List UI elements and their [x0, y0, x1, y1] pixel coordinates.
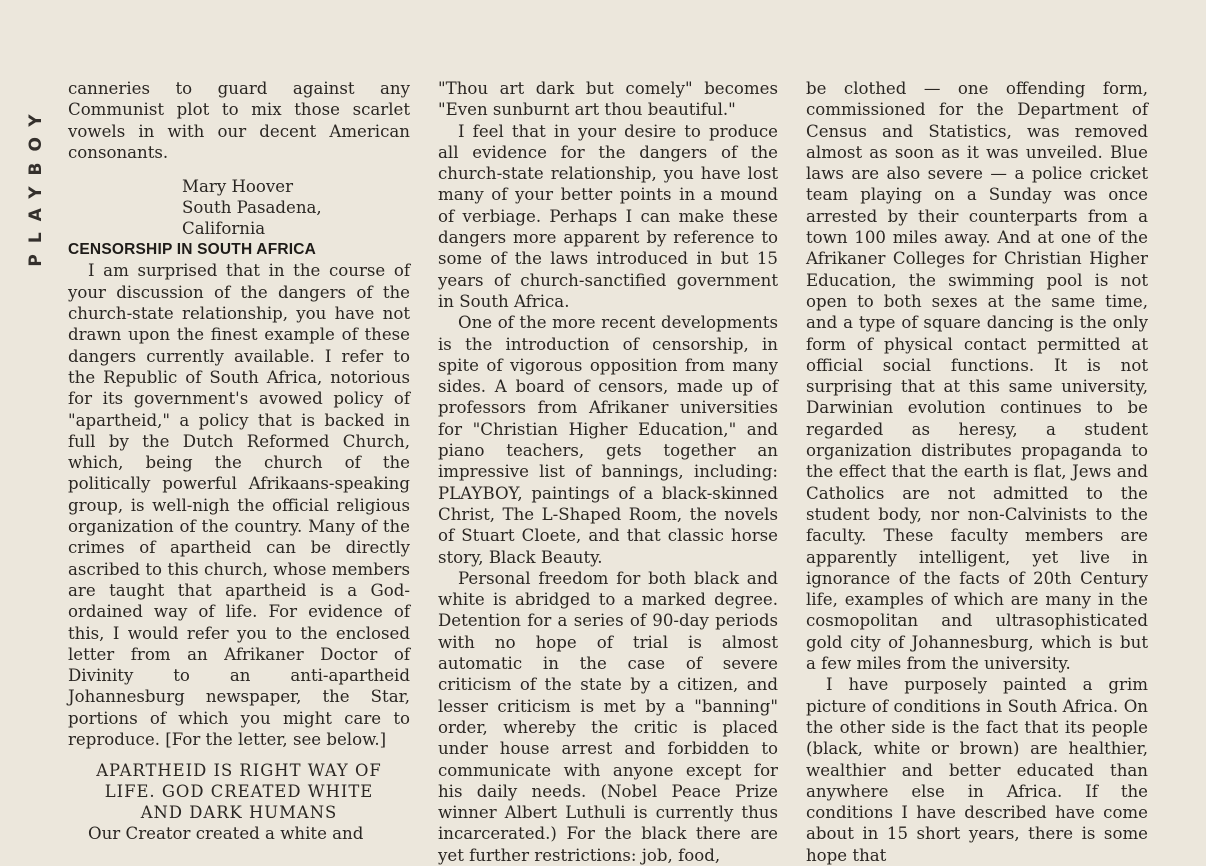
letter-start: Our Creator created a white and [88, 824, 364, 844]
section-heading: CENSORSHIP IN SOUTH AFRICA [68, 241, 317, 259]
text-column-2 [438, 78, 778, 866]
letter-subheading [68, 760, 410, 823]
paragraph-4: Personal freedom for both black and white is abridged to a marked degree. Detention for a series of 90-day periods with no hope of trial is almost automatic in the case of severe criticism of the state by a citizen, and lesser criticism is met by a "banning" order, whereby the critic is placed under house arrest and forbidden to communicate with anyone except for his daily needs. (Nobel Peace Prize winner Albert Luthuli is currently thus incarcerated.) For the black there are yet further restrictions: job, food, [438, 568, 778, 865]
subheading-line-1: APARTHEID IS RIGHT WAY OF [96, 761, 382, 781]
paragraph-2: I have purposely painted a grim picture of conditions in South Africa. On the other side is the fact that its people (black, white or brown) are healthier, wealthier and better educated than anywhere else in Africa. If the conditions I have described have come about in 15 short years, there is some hope that [806, 675, 1148, 865]
subheading-line-3: AND DARK HUMANS [140, 803, 338, 823]
text-column-3 [806, 78, 1148, 866]
body-paragraph: I am surprised that in the course of your discussion of the dangers of the church-state relationship, you have not drawn upon the finest example of these dangers currently available. I refer to the Republic of South Africa, notorious for its government's avowed policy of "apartheid," a policy that is backed in full by the Dutch Reformed Church, which, being the church of the politically powerful Afrikaans-speaking group, is well-nigh the official religious organization of the country. Many of the crimes of apartheid can be directly ascribed to this church, whose members are taught that apartheid is a God-ordained way of life. For evidence of this, I would refer you to the enclosed letter from an Afrikaner Doctor of Divinity to an anti-apartheid Johannesburg newspaper, the Star, portions of which you might care to reproduce. [For the letter, see below.] [68, 261, 410, 750]
paragraph-2: I feel that in your desire to produce all evidence for the dangers of the church-state relationship, you have lost many of your better points in a mound of verbiage. Perhaps I can make these dangers more apparent by reference to some of the laws introduced in but 15 years of church-sanctified government in South Africa. [438, 121, 778, 311]
magazine-sidebar [22, 80, 50, 290]
letter-signature [182, 176, 410, 239]
paragraph-1: "Thou art dark but comely" becomes "Even sunburnt art thou beautiful." [438, 79, 778, 120]
text-column-1 [68, 78, 410, 845]
paragraph-continuation: canneries to guard against any Communist plot to mix those scarlet vowels in with our decent American consonants. [68, 79, 410, 162]
subheading-line-2: LIFE. GOD CREATED WHITE [104, 782, 374, 802]
magazine-name: PLAYBOY [26, 103, 46, 267]
signature-name: Mary Hoover [182, 177, 294, 197]
paragraph-3: One of the more recent developments is the introduction of censorship, in spite of vigorous opposition from many sides. A board of censors, made up of professors from Afrikaner universities for "Christian Higher Education," and piano teachers, gets together an impressive list of bannings, including: PLAYBOY, paintings of a black-skinned Christ, The L-Shaped Room, the novels of Stuart Cloete, and that classic horse story, Black Beauty. [438, 313, 778, 567]
signature-location: South Pasadena, California [182, 198, 322, 239]
paragraph-1: be clothed — one offending form, commissioned for the Department of Census and Statistics, was removed almost as soon as it was unveiled. Blue laws are also severe — a police cricket team playing on a Sunday was once arrested by their counterparts from a town 100 miles away. And at one of the Afrikaner Colleges for Christian Higher Education, the swimming pool is not open to both sexes at the same time, and a type of square dancing is the only form of physical contact permitted at official social functions. It is not surprising that at this same university, Darwinian evolution continues to be regarded as heresy, a student organization distributes propaganda to the effect that the earth is flat, Jews and Catholics are not admitted to the student body, nor non-Calvinists to the faculty. These faculty members are apparently intelligent, yet live in ignorance of the facts of 20th Century life, examples of which are many in the cosmopolitan and ultrasophisticated gold city of Johannesburg, which is but a few miles from the university. [806, 79, 1148, 674]
